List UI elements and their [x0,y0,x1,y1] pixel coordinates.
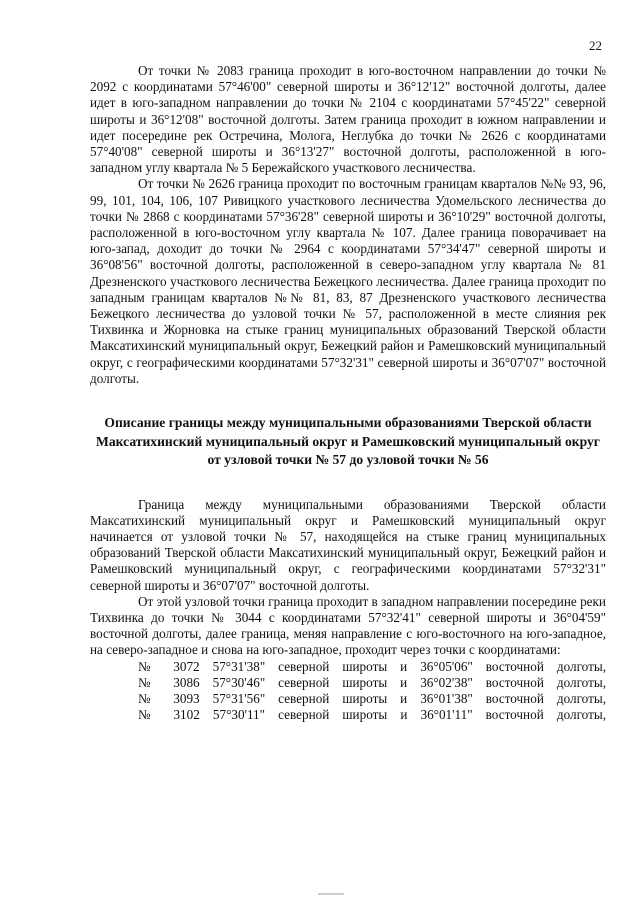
page-number: 22 [589,38,602,53]
coordinate-points-list [90,659,606,724]
coordinate-point-item: № 3072 57°31'38" северной широты и 36°05'06" восточной долготы, [138,658,606,674]
coordinate-point-item: № 3086 57°30'46" северной широты и 36°02'38" восточной долготы, [138,674,606,690]
section-heading: Описание границы между муниципальными образованиями Тверской области Максатихинский муниципальный округ и Рамешковский муниципальный округ от узловой точки № 57 до узловой точки № 56 [96,415,600,468]
paragraph-route-2083: От точки № 2083 граница проходит в юго-восточном направлении до точки № 2092 с координатами 57°46'00" северной широты и 36°12'12" восточной долготы, далее идет в юго-западном направлении до точки № 2104 с координатами 57°45'22" северной широты и 36°12'08" восточной долготы. Затем граница проходит в южном направлении и идет посередине рек Остречина, Молога, Неглубка до точки № 2626 с координатами 57°40'08" северной широты и 36°13'27" восточной долготы, расположенной в юго-западном углу квартала № 5 Бережайского участкового лесничества. [90,63,606,176]
paragraph-boundary-route: От этой узловой точки граница проходит в западном направлении посередине реки Тихвинка до точки № 3044 с координатами 57°32'41" северной широты и 36°04'59" восточной долготы, далее граница, меняя направление с юго-восточного на юго-западное, на северо-западное и снова на юго-западное, проходит через точки с координатами: [90,593,606,658]
document-body [90,63,606,723]
paragraph-route-2626: От точки № 2626 граница проходит по восточным границам кварталов №№ 93, 96, 99, 101, 104, 106, 107 Ривицкого участкового лесничества Удомельского лесничества до точки № 2868 с координатами 57°36'28" северной широты и 36°10'29" восточной долготы, расположенной в юго-восточном углу квартала № 107. Далее граница поворачивает на юго-запад, доходит до точки № 2964 с координатами 57°34'47" северной широты и 36°08'56" восточной долготы, расположенной в северо-западном углу квартала № 81 Дрезненского участкового лесничества Бежецкого лесничества. Далее граница проходит по западным границам кварталов №№ 81, 83, 87 Дрезненского участкового лесничества Бежецкого лесничества до узловой точки № 57, расположенной в месте слияния рек Тихвинка и Жорновка на стыке границ муниципальных образований Тверской области Максатихинский муниципальный округ, Бежецкий район и Рамешковский муниципальный округ, с географическими координатами 57°32'31" северной широты и 36°07'07" восточной долготы. [90,176,606,386]
coordinate-point-item: № 3093 57°31'56" северной широты и 36°01'38" восточной долготы, [138,691,606,706]
scan-artifact [318,893,344,895]
coordinate-point-item: № 3102 57°30'11" северной широты и 36°01'11" восточной долготы, [138,707,606,723]
paragraph-boundary-start: Граница между муниципальными образованиями Тверской области Максатихинский муниципальный округ и Рамешковский муниципальный округ начинается от узловой точки № 57, находящейся на стыке границ муниципальных образований Тверской области Максатихинский муниципальный округ, Бежецкий район и Рамешковский муниципальный округ, с географическими координатами 57°32'31" северной широты и 36°07'07" восточной долготы. [90,496,606,593]
